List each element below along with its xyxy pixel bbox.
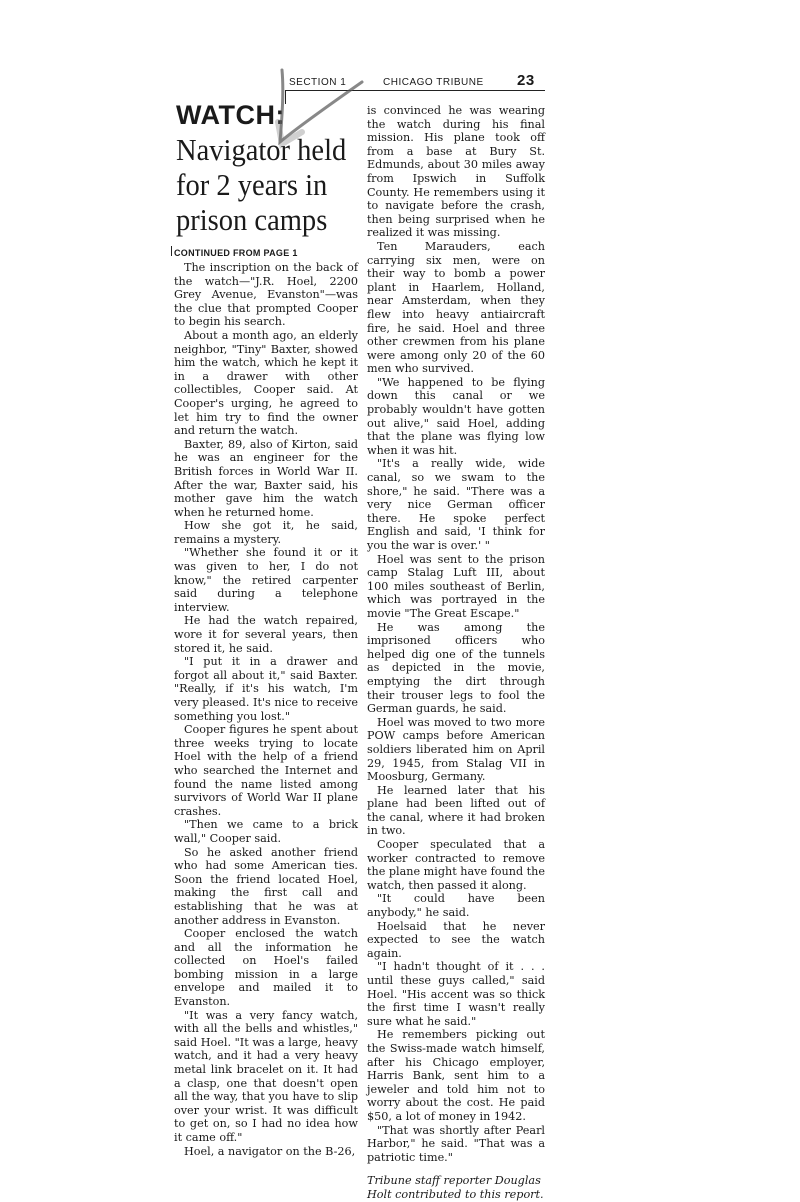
paragraph: "We happened to be flying down this canal or we probably wouldn't have gotten out alive," said Hoel, adding that the plane was flying low when it was hit. — [367, 375, 545, 457]
paragraph: "Then we came to a brick wall," Cooper said. — [174, 818, 358, 845]
paragraph: So he asked another friend who had some American ties. Soon the friend located Hoel, making the first call and establishing that he was at another address in Evanston. — [174, 845, 358, 927]
paragraph: He had the watch repaired, wore it for several years, then stored it, he said. — [174, 614, 358, 655]
paragraph: Cooper enclosed the watch and all the information he collected on Hoel's failed bombing mission in a large envelope and mailed it to Evanston. — [174, 927, 358, 1009]
continued-label: CONTINUED FROM PAGE 1 — [174, 248, 298, 258]
headline-line: Navigator held — [176, 132, 347, 167]
paragraph: Hoel was sent to the prison camp Stalag Luft III, about 100 miles southeast of Berlin, which was portrayed in the movie "The Great Escape." — [367, 552, 545, 620]
headline-kicker: WATCH: — [176, 100, 285, 130]
paragraph: He remembers picking out the Swiss-made watch himself, after his Chicago employer, Harris Bank, sent him to a jeweler and told him not to worry about the cost. He paid $50, a lot of money in 1942. — [367, 1028, 545, 1123]
paragraph: Cooper figures he spent about three weeks trying to locate Hoel with the help of a friend who searched the Internet and found the name listed among survivors of World War II plane crashes. — [174, 723, 358, 818]
paragraph: "It was a very fancy watch, with all the bells and whistles," said Hoel. "It was a large, heavy watch, and it had a very heavy metal link bracelet on it. It had a clasp, one that doesn't open all the way, that you have to slip over your wrist. It was difficult to get on, so I had no idea how it came off." — [174, 1008, 358, 1144]
section-label: SECTION 1 — [289, 77, 347, 88]
header-rule — [285, 90, 545, 91]
paragraph: "I hadn't thought of it . . . until these guys called," said Hoel. "His accent was so thick the first time I wasn't really sure what he said." — [367, 960, 545, 1028]
paragraph: Ten Marauders, each carrying six men, were on their way to bomb a power plant in Haarlem, Holland, near Amsterdam, when they flew into heavy antiaircraft fire, he said. Hoel and three other crewmen from his plane were among only 20 of the 60 men who survived. — [367, 239, 545, 376]
paragraph: He was among the imprisoned officers who helped dig one of the tunnels as depicted in the movie, emptying the dirt through their trouser legs to fool the German guards, he said. — [367, 620, 545, 716]
paragraph: "That was shortly after Pearl Harbor," he said. "That was a patriotic time." — [367, 1123, 545, 1164]
paragraph: "Whether she found it or it was given to her, I do not know," the retired carpenter said during a telephone interview. — [174, 546, 358, 614]
article-column-1 — [174, 261, 358, 1158]
page-number: 23 — [517, 72, 535, 89]
paragraph: Hoel was moved to two more POW camps before American soldiers liberated him on April 29, 1945, from Stalag VII in Moosburg, Germany. — [367, 715, 545, 784]
page-header — [285, 74, 547, 90]
paragraph: "It could have been anybody," he said. — [367, 892, 545, 920]
paragraph: "I put it in a drawer and forgot all about it," said Baxter. "Really, if it's his watch, I'm very pleased. It's nice to receive something you lost." — [174, 655, 358, 723]
paragraph: How she got it, he said, remains a mystery. — [174, 519, 358, 546]
article-column-2 — [367, 104, 545, 1202]
headline-line: prison camps — [176, 202, 328, 237]
paragraph: is convinced he was wearing the watch during his final mission. His plane took off from a base at Bury St. Edmunds, about 30 miles away from Ipswich in Suffolk County. He remembers using it to navigate before the crash, then being surprised when he realized it was missing. — [367, 104, 545, 240]
publication-name: CHICAGO TRIBUNE — [383, 77, 484, 88]
paragraph: "It's a really wide, wide canal, so we swam to the shore," he said. "There was a very nice German officer there. He spoke perfect English and said, 'I think for you the war is over.' " — [367, 457, 545, 552]
headline — [176, 132, 345, 237]
paragraph: Baxter, 89, also of Kirton, said he was an engineer for the British forces in World War II. After the war, Baxter said, his mother gave him the watch when he returned home. — [174, 437, 358, 519]
headline-line: for 2 years in — [176, 167, 328, 202]
paragraph: Cooper speculated that a worker contracted to remove the plane might have found the watch, then passed it along. — [367, 838, 545, 892]
continued-marker — [171, 246, 172, 256]
paragraph: He learned later that his plane had been lifted out of the canal, where it had broken in two. — [367, 783, 545, 838]
paragraph: Hoel, a navigator on the B-26, — [184, 1144, 356, 1158]
reporter-credit: Tribune staff reporter Douglas Holt contributed to this report. — [367, 1174, 544, 1201]
header-rule-tick — [285, 90, 286, 104]
paragraph: About a month ago, an elderly neighbor, "Tiny" Baxter, showed him the watch, which he kept it in a drawer with other collectibles, Cooper said. At Cooper's urging, he agreed to let him try to find the owner and return the watch. — [174, 328, 358, 438]
paragraph: The inscription on the back of the watch—"J.R. Hoel, 2200 Grey Avenue, Evanston"—was the clue that prompted Cooper to begin his search. — [174, 261, 358, 329]
paragraph: Hoelsaid that he never expected to see the watch again. — [367, 919, 545, 960]
